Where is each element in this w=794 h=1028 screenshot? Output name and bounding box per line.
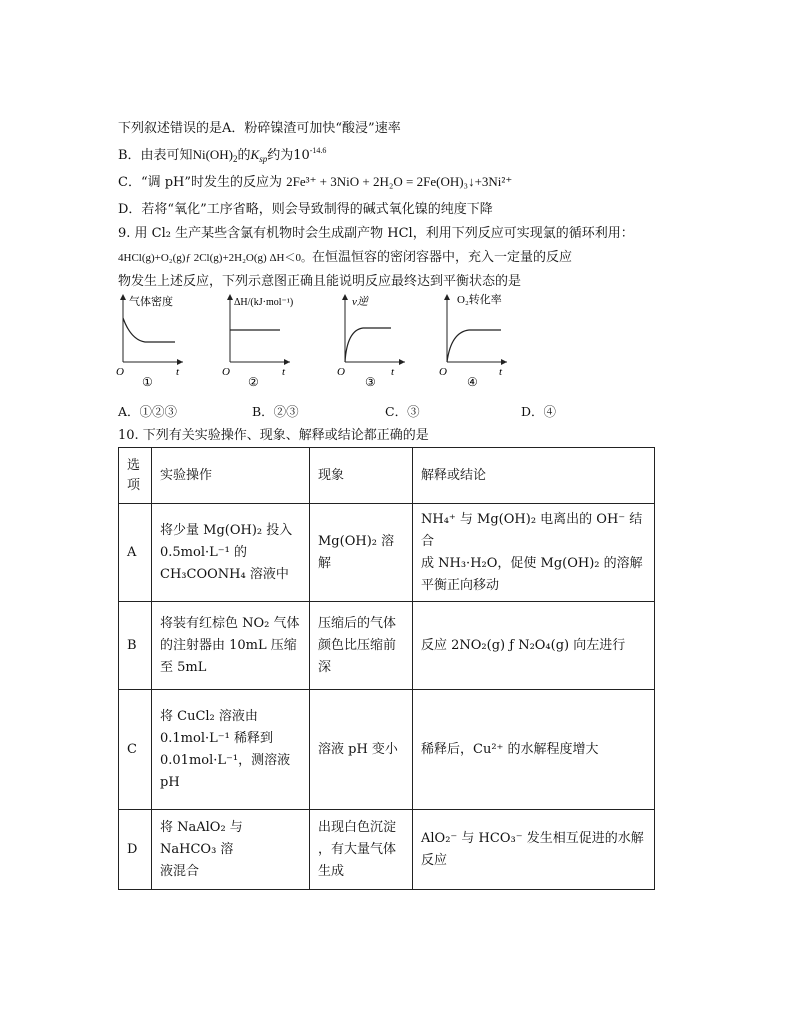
header-option: 选项 (119, 448, 152, 504)
graph-3-origin: O (337, 366, 345, 378)
row-label: D (119, 810, 152, 890)
graph-4-svg (435, 290, 525, 390)
q8-option-c (118, 171, 512, 190)
q9-stem-line2 (118, 246, 572, 265)
table-row (119, 690, 655, 810)
q9-stem-line2-text: 在恒温恒容的密闭容器中，充入一定量的反应 (311, 250, 572, 265)
q8-option-d: D．若将“氧化”工序省略，则会导致制得的碱式氧化镍的纯度下降 (118, 202, 493, 217)
row-phenomenon: 溶液 pH 变小 (310, 690, 413, 810)
graph-4-origin: O (439, 366, 447, 378)
row-explanation: AlO₂⁻ 与 HCO₃⁻ 发生相互促进的水解 反应 (413, 810, 655, 890)
graph-2 (218, 290, 318, 394)
row-operation: 将装有红棕色 NO₂ 气体 的注射器由 10mL 压缩 至 5mL (152, 602, 310, 690)
graph-1 (113, 290, 193, 394)
graph-3-number: ③ (365, 375, 376, 389)
q9-stem-line3: 物发生上述反应，下列示意图正确且能说明反应最终达到平衡状态的是 (118, 274, 522, 289)
table-row (119, 602, 655, 690)
q8-intro-line (118, 117, 401, 136)
row-phenomenon: 压缩后的气体 颜色比压缩前 深 (310, 602, 413, 690)
table-row (119, 504, 655, 602)
q9-option-a: A．①②③ (118, 404, 178, 419)
graph-2-svg (218, 290, 318, 390)
graph-2-origin: O (222, 366, 230, 378)
graph-4-curve (447, 330, 501, 362)
graph-3-xlabel: t (391, 366, 395, 378)
graph-2-ylabel: ΔH/(kJ·mol⁻¹) (234, 297, 294, 308)
row-phenomenon: 出现白色沉淀 ，有大量气体 生成 (310, 810, 413, 890)
row-operation: 将少量 Mg(OH)₂ 投入 0.5mol·L⁻¹ 的 CH₃COONH₄ 溶液中 (152, 504, 310, 602)
graph-1-origin: O (116, 366, 124, 378)
graph-4 (435, 290, 525, 394)
q10-title: 10. 下列有关实验操作、现象、解释或结论都正确的是 (118, 428, 429, 443)
graph-1-xlabel: t (176, 366, 180, 378)
graph-3 (333, 290, 413, 394)
graph-1-ylabel: 气体密度 (129, 296, 173, 308)
ksp-symbol: $K_{sp}$ (250, 147, 268, 164)
graph-3-ylabel: v逆 (352, 296, 368, 308)
graph-1-svg (113, 290, 193, 390)
graph-3-svg (333, 290, 413, 390)
graph-4-ylabel: O₂转化率 (457, 294, 502, 306)
row-phenomenon: Mg(OH)₂ 溶解 (310, 504, 413, 602)
graph-1-number: ① (142, 375, 153, 389)
row-label: C (119, 690, 152, 810)
row-explanation: NH₄⁺ 与 Mg(OH)₂ 电离出的 OH⁻ 结合 成 NH₃·H₂O，促使 Mg(OH)₂ 的溶解 平衡正向移动 (413, 504, 655, 602)
header-explanation: 解释或结论 (413, 448, 655, 504)
row-explanation: 稀释后，Cu²⁺ 的水解程度增大 (413, 690, 655, 810)
q8-intro: 下列叙述错误的是 (118, 121, 223, 136)
q9-option-b: B．②③ (252, 404, 299, 419)
header-phenomenon: 现象 (310, 448, 413, 504)
q8-option-b-text: B．由表可知 (118, 148, 193, 163)
q8-option-a: A．粉碎镍渣可加快“酸浸”速率 (222, 121, 401, 136)
q9-equation: 4HCl(g)+O₂(g)ƒ 2Cl(g)+2H₂O(g) ΔH＜0。 (118, 252, 312, 264)
table-row (119, 810, 655, 890)
ksp-exponent: -14.6 (309, 146, 327, 155)
graph-4-number: ④ (467, 375, 478, 389)
table-header-row (119, 448, 655, 504)
row-explanation: 反应 2NO₂(g) ƒ N₂O₄(g) 向左进行 (413, 602, 655, 690)
q9-option-d: D．④ (521, 404, 557, 419)
q8-option-b-mid: 的 (237, 148, 251, 163)
q8-option-b-tail: 约为10 (267, 148, 310, 163)
graph-2-number: ② (248, 375, 259, 389)
q9-stem-line1: 9. 用 Cl₂ 生产某些含氯有机物时会生成副产物 HCl，利用下列反应可实现氯的循环利用： (118, 226, 634, 241)
header-operation: 实验操作 (152, 448, 310, 504)
row-operation: 将 CuCl₂ 溶液由 0.1mol·L⁻¹ 稀释到 0.01mol·L⁻¹，测溶液 pH (152, 690, 310, 810)
q8-option-c-text: C．“调 pH”时发生的反应为 (118, 175, 283, 190)
graph-2-xlabel: t (282, 366, 286, 378)
q10-table (118, 447, 655, 890)
graph-3-curve (345, 328, 391, 362)
graph-4-xlabel: t (499, 366, 503, 378)
q8-option-c-equation: 2Fe³⁺ + 3NiO + 2H₂O = 2Fe(OH)₃↓+3Ni²⁺ (286, 174, 513, 189)
row-operation: 将 NaAlO₂ 与 NaHCO₃ 溶 液混合 (152, 810, 310, 890)
graph-1-curve (123, 318, 175, 342)
formula-nioh2: $Ni(OH)_2$ (192, 147, 238, 164)
q9-option-c: C．③ (385, 404, 420, 419)
row-label: A (119, 504, 152, 602)
q8-option-b (118, 144, 326, 164)
row-label: B (119, 602, 152, 690)
